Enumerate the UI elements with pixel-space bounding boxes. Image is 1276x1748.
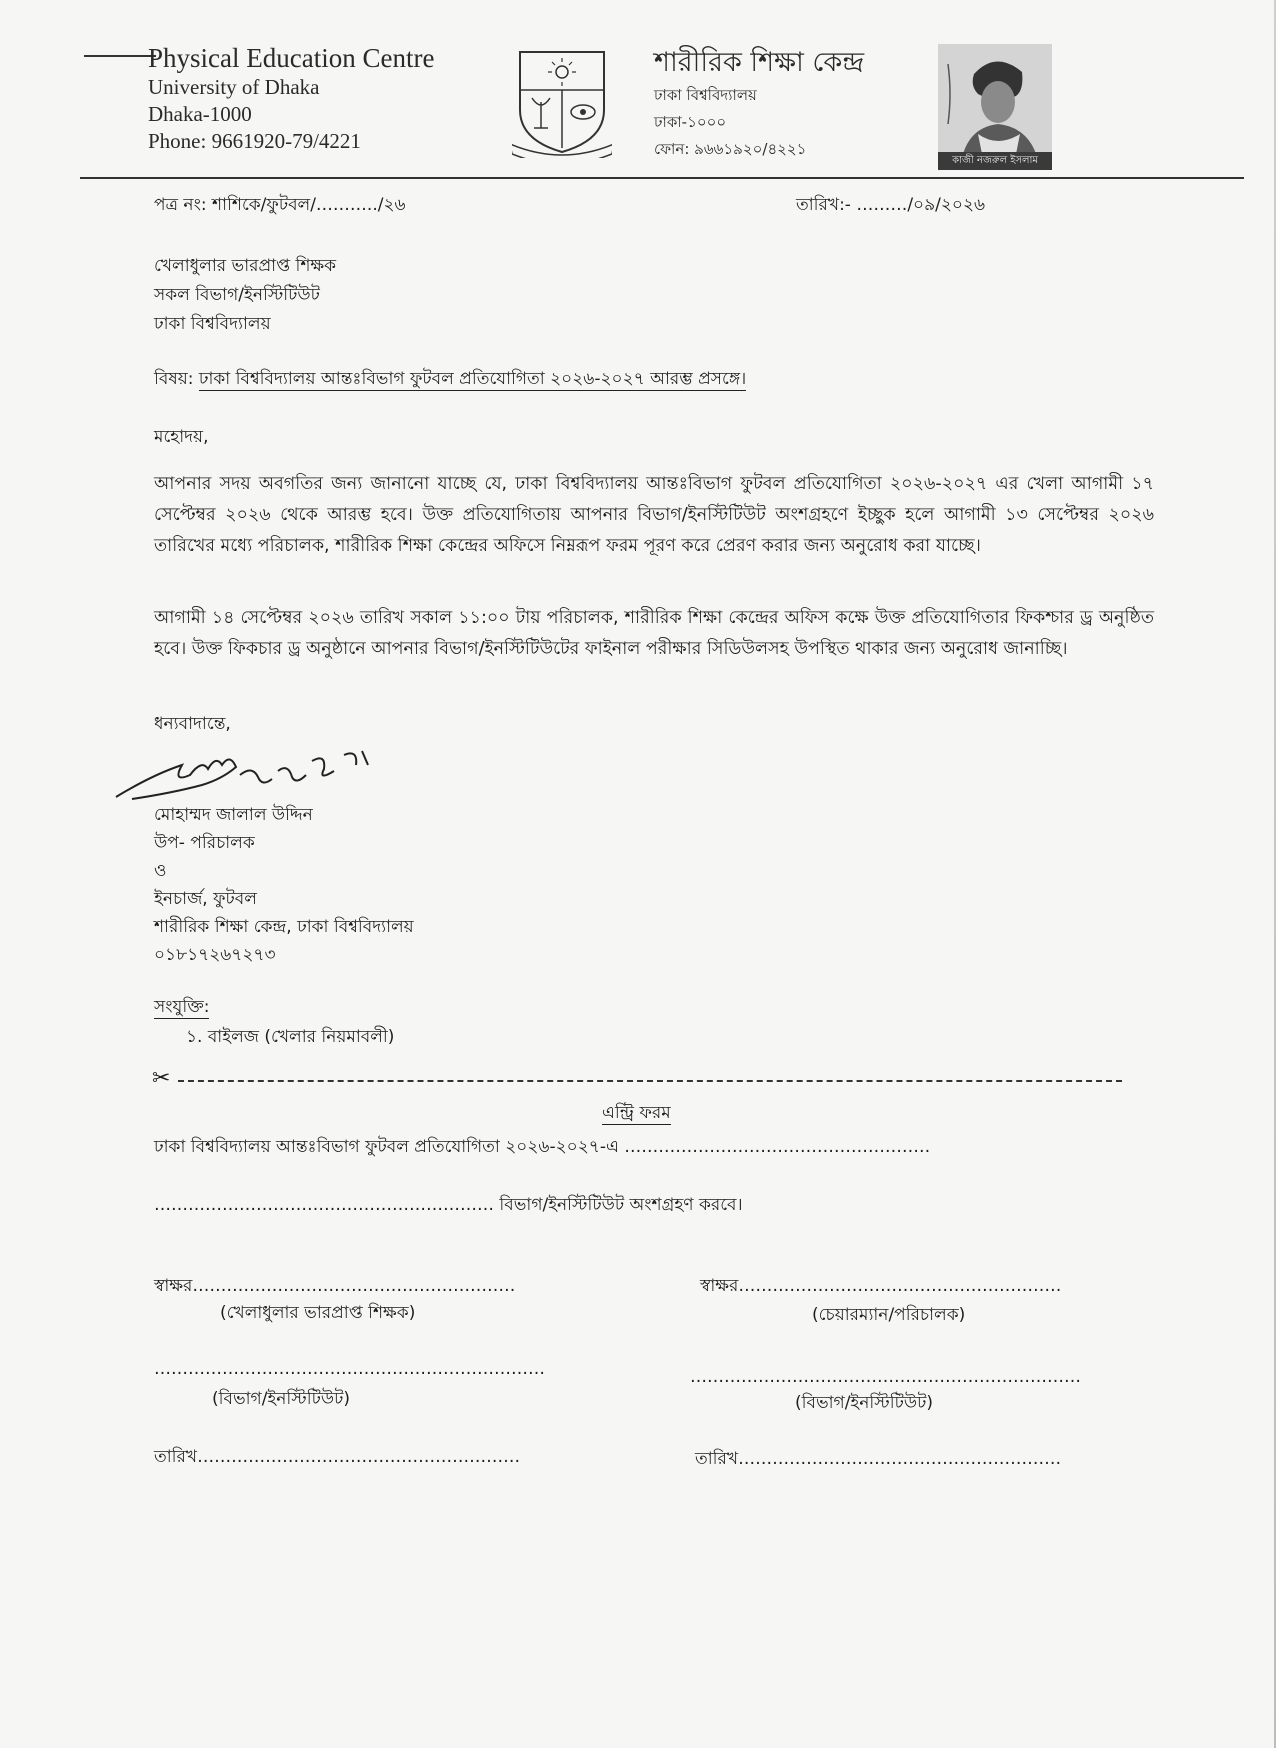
form-left-date: তারিখ………………………………………………… bbox=[154, 1447, 521, 1467]
attachment-label: সংযুক্তি: bbox=[154, 997, 210, 1017]
letterhead-phone-en: Phone: 9661920-79/4221 bbox=[148, 129, 361, 153]
recipient-block bbox=[154, 252, 336, 339]
subject-text: ঢাকা বিশ্ববিদ্যালয় আন্তঃবিভাগ ফুটবল প্রতিযোগিতা ২০২৬-২০২৭ আরম্ভ প্রসঙ্গে। bbox=[198, 369, 747, 389]
portrait-image bbox=[938, 44, 1052, 170]
salutation: মহোদয়, bbox=[154, 427, 209, 447]
signatory-block bbox=[154, 801, 414, 969]
entry-form-line-1: ঢাকা বিশ্ববিদ্যালয় আন্তঃবিভাগ ফুটবল প্রতিযোগিতা ২০২৬-২০২৭-এ ……………………………………………… bbox=[154, 1137, 931, 1157]
form-right-signature-role: (চেয়ারম্যান/পরিচালক) bbox=[812, 1305, 966, 1325]
university-logo bbox=[512, 48, 612, 158]
letterhead-english bbox=[148, 42, 434, 155]
signatory-charge: ইনচার্জ, ফুটবল bbox=[154, 889, 257, 909]
form-left-signature: স্বাক্ষর………………………………………………… bbox=[154, 1276, 516, 1296]
form-right-dept-line: …………………………………………………………… bbox=[690, 1367, 1081, 1387]
form-right-dept: (বিভাগ/ইনস্টিটিউট) bbox=[795, 1393, 933, 1413]
body-paragraph-1: আপনার সদয় অবগতির জন্য জানানো যাচ্ছে যে, ঢাকা বিশ্ববিদ্যালয় আন্তঃবিভাগ ফুটবল প্রতিযোগিতা ২০২৬-২০২৭ এর খেলা আগামী ১৭ সেপ্টেম্বর ২০২৬ থেকে আরম্ভ হবে। উক্ত প্রতিযোগিতায় আপনার বিভাগ/ইনস্টিটিউট অংশগ্রহণে ইচ্ছুক হলে আগামী ১৩ সেপ্টেম্বর ২০২৬ তারিখের মধ্যে পরিচালক, শারীরিক শিক্ষা কেন্দ্রের অফিসে নিম্নরূপ ফরম পূরণ করে প্রেরণ করার জন্য অনুরোধ করা যাচ্ছে। bbox=[154, 474, 1154, 556]
subject-line bbox=[154, 368, 746, 390]
memo-date: তারিখ:- ………/০৯/২০২৬ bbox=[796, 195, 986, 215]
form-left-signature-role: (খেলাধুলার ভারপ্রাপ্ত শিক্ষক) bbox=[220, 1303, 416, 1323]
signatory-office: শারীরিক শিক্ষা কেন্দ্র, ঢাকা বিশ্ববিদ্যালয় bbox=[154, 917, 414, 937]
letterhead-centre-en: Physical Education Centre bbox=[148, 43, 435, 73]
form-left-dept-line: …………………………………………………………… bbox=[154, 1359, 545, 1379]
recipient-line-1: খেলাধুলার ভারপ্রাপ্ত শিক্ষক bbox=[154, 256, 337, 276]
cut-line bbox=[178, 1080, 1122, 1082]
handwritten-signature bbox=[112, 735, 382, 805]
signatory-phone: ০১৮১৭২৬৭২৭৩ bbox=[154, 945, 276, 965]
memo-number: পত্র নং: শাশিকে/ফুটবল/………../২৬ bbox=[154, 195, 406, 215]
scissors-icon: ✂ bbox=[152, 1066, 171, 1091]
form-left-dept: (বিভাগ/ইনস্টিটিউট) bbox=[212, 1389, 350, 1409]
letterhead-bengali bbox=[654, 44, 864, 163]
entry-form-line-2: …………………………………………………… বিভাগ/ইনস্টিটিউট অংশগ্রহণ করবে। bbox=[154, 1195, 743, 1215]
letterhead-phone-bn: ফোন: ৯৬৬১৯২০/৪২২১ bbox=[654, 140, 807, 158]
letterhead-centre-bn: শারীরিক শিক্ষা কেন্দ্র bbox=[654, 47, 865, 78]
signatory-conjunction: ও bbox=[154, 861, 167, 881]
closing: ধন্যবাদান্তে, bbox=[154, 714, 231, 734]
letterhead-university-bn: ঢাকা বিশ্ববিদ্যালয় bbox=[654, 86, 757, 104]
form-right-signature: স্বাক্ষর………………………………………………… bbox=[700, 1276, 1062, 1296]
letterhead-university-en: University of Dhaka bbox=[148, 75, 320, 99]
form-right-date: তারিখ………………………………………………… bbox=[695, 1449, 1062, 1469]
attachment-item: ১. বাইলজ (খেলার নিয়মাবলী) bbox=[186, 1027, 395, 1047]
body-paragraph-2: আগামী ১৪ সেপ্টেম্বর ২০২৬ তারিখ সকাল ১১:০০ টায় পরিচালক, শারীরিক শিক্ষা কেন্দ্রের অফিস কক্ষে উক্ত প্রতিযোগিতার ফিকশ্চার ড্র অনুষ্ঠিত হবে। উক্ত ফিকচার ড্র অনুষ্ঠানে আপনার বিভাগ/ইনস্টিটিউটের ফাইনাল পরীক্ষার সিডিউলসহ উপস্থিত থাকার জন্য অনুরোধ জানাচ্ছি। bbox=[154, 608, 1154, 659]
subject-label: বিষয়: bbox=[154, 369, 194, 389]
letterhead-rule bbox=[80, 177, 1244, 179]
letterhead-city-bn: ঢাকা-১০০০ bbox=[654, 113, 727, 131]
letterhead-strike-line bbox=[84, 55, 156, 57]
portrait-caption: কাজী নজরুল ইসলাম bbox=[938, 152, 1052, 170]
recipient-line-3: ঢাকা বিশ্ববিদ্যালয় bbox=[154, 314, 271, 334]
letterhead-city-en: Dhaka-1000 bbox=[148, 102, 252, 126]
entry-form-title: এন্ট্রি ফরম bbox=[602, 1103, 671, 1123]
signatory-name: মোহাম্মদ জালাল উদ্দিন bbox=[154, 805, 313, 825]
recipient-line-2: সকল বিভাগ/ইনস্টিটিউট bbox=[154, 285, 320, 305]
signatory-title: উপ- পরিচালক bbox=[154, 833, 255, 853]
